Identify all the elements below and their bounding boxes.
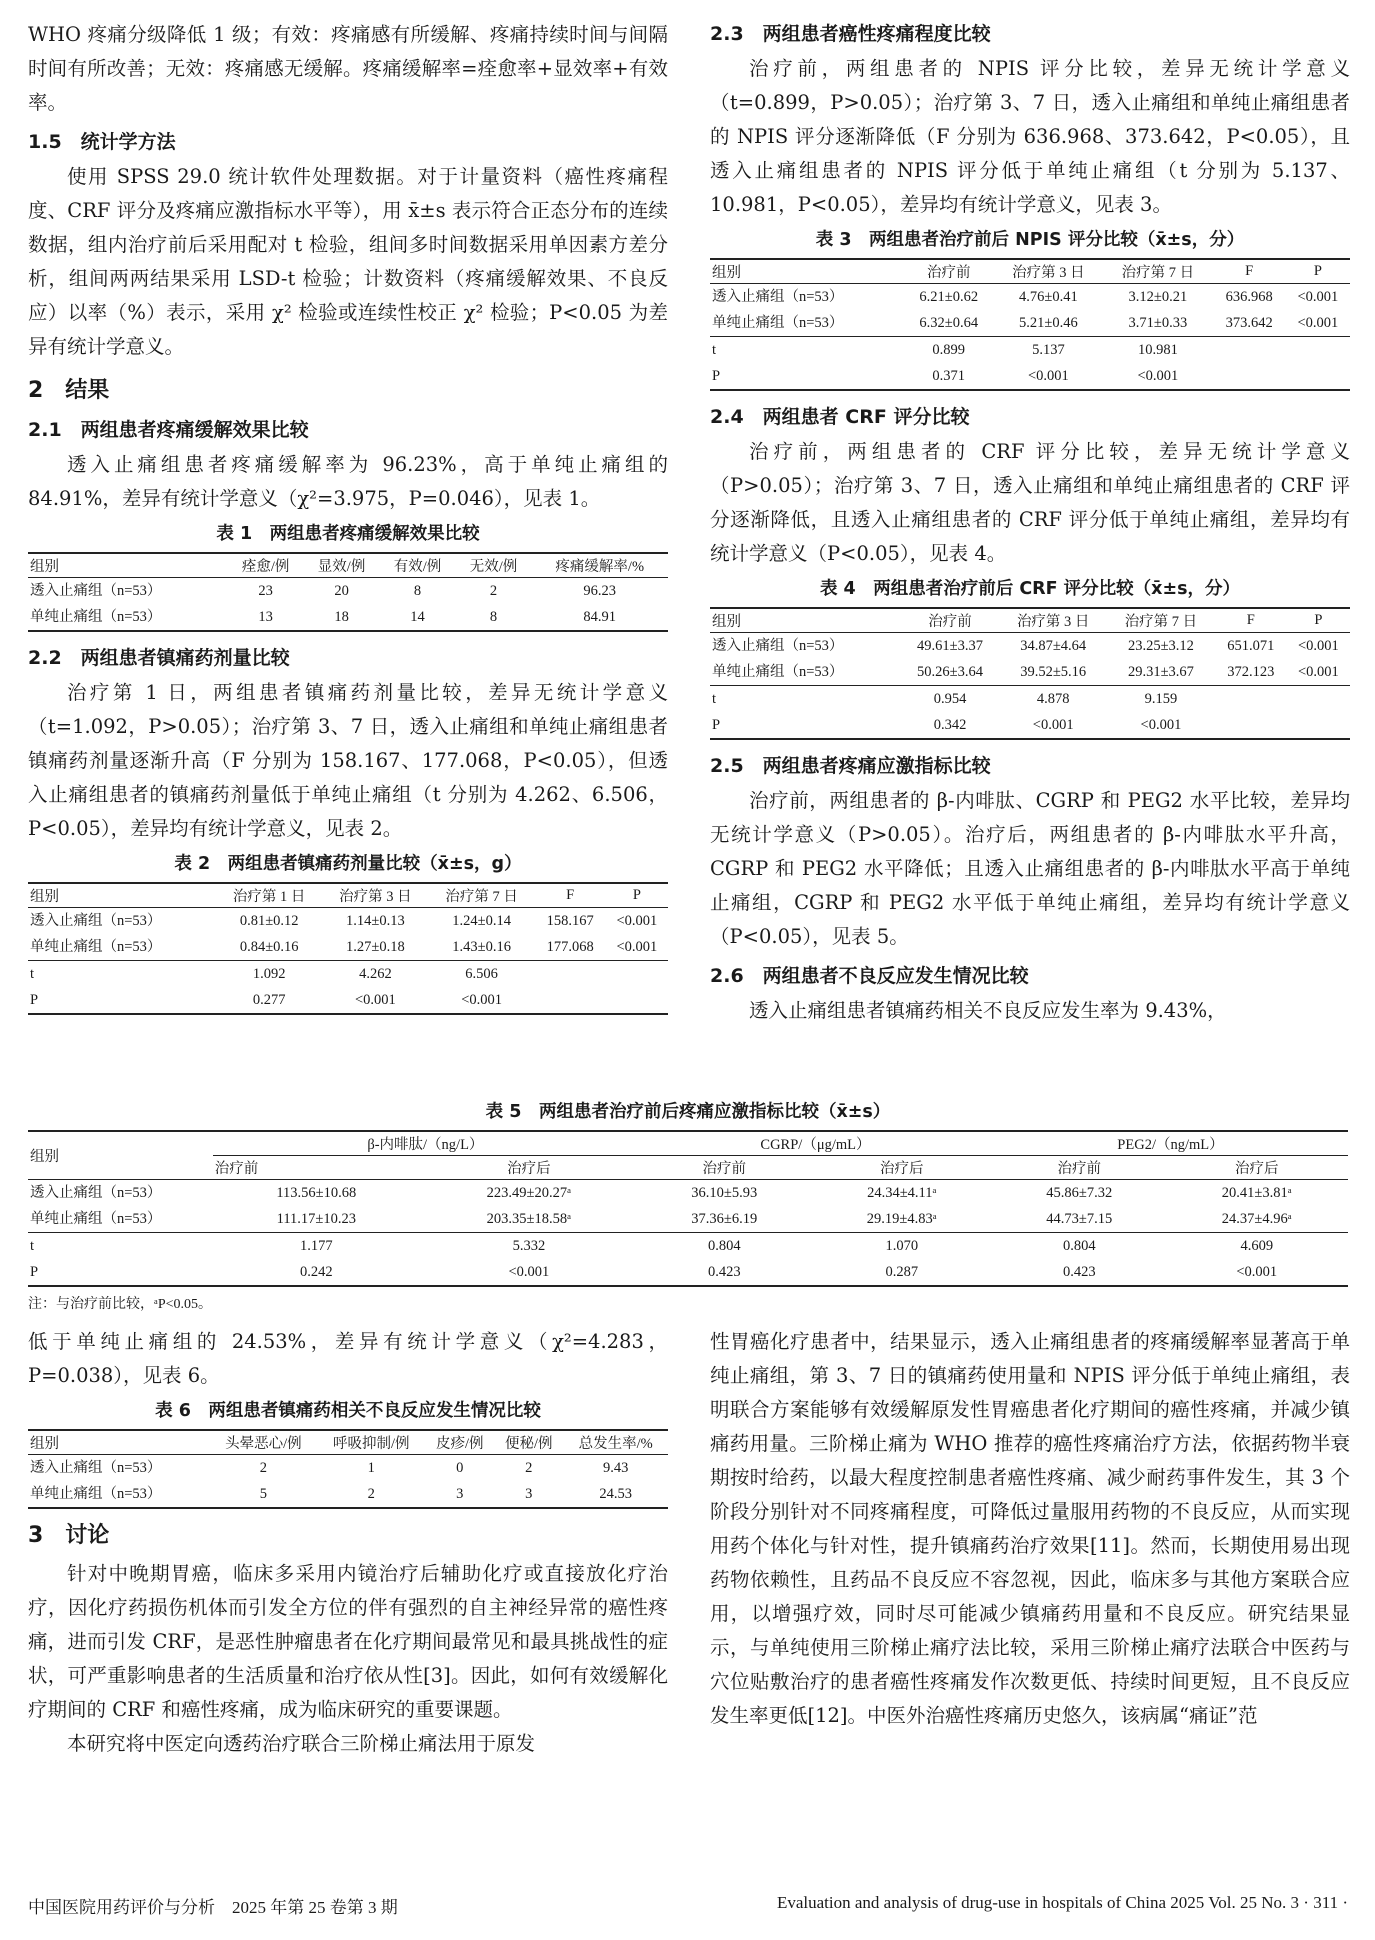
heading-3: 3 讨论 [28,1523,110,1548]
heading-2-2: 2.2 两组患者镇痛药剂量比较 [28,647,290,669]
cell: 44.73±7.15 [1046,1211,1113,1227]
cell [1215,712,1287,739]
table-row [710,686,1350,713]
table-row [28,934,668,961]
cell: 14 [380,604,456,631]
cell: 4.609 [1166,1233,1348,1260]
cell: 20 [334,583,349,599]
paragraph-2-4: 治疗前，两组患者的 CRF 评分比较，差异无统计学意义（P>0.05）；治疗第 3、7 日，透入止痛组和单纯止痛组患者的 CRF 评分逐渐降低，且透入止痛组患者的 CRF 评分低于单纯止痛组，差异均有统计学意义（P<0.05），见表 4。 [710,440,1350,565]
t1-header: 疼痛缓解率/% [531,553,668,578]
cell: 24.37±4.96ᵃ [1221,1211,1292,1227]
bottom-left-column [28,1325,668,1761]
cell: t [28,961,216,988]
t4-header: P [1287,608,1350,633]
cell: 5.332 [420,1233,638,1260]
cell [1287,686,1350,713]
table-5-grid [28,1130,1348,1287]
cell: 3 [425,1481,494,1508]
cell: 6.506 [429,961,535,988]
t1-header: 显效/例 [304,553,380,578]
cell: 13 [228,604,304,631]
table-row [710,633,1350,660]
cell: <0.001 [1107,712,1215,739]
table-row [710,310,1350,337]
table-row [710,659,1350,686]
t2-header: F [535,883,606,908]
t5-sub-header: 治疗后 [420,1156,638,1180]
cell: 单纯止痛组（n=53） [712,664,844,680]
cell: 0.423 [638,1259,811,1286]
cell: 8 [456,604,532,631]
t3-header: P [1286,259,1350,284]
paragraph-2-5: 治疗前，两组患者的 β-内啡肽、CGRP 和 PEG2 水平比较，差异均无统计学意义（P>0.05）。治疗后，两组患者的 β-内啡肽水平升高，CGRP 和 PEG2 水平降低；且透入止痛组患者的 β-内啡肽水平高于单纯止痛组，CGRP 和 PEG2 水平低于单纯止痛组，差异均有统计学意义（P<0.05），见表 5。 [710,789,1350,948]
cell: 24.34±4.11ᵃ [867,1185,937,1201]
table-3-caption: 表 3 两组患者治疗前后 NPIS 评分比较（x̄±s，分） [815,230,1245,250]
table-row [28,961,668,988]
paragraph-intro: WHO 疼痛分级降低 1 级；有效：疼痛感有所缓解、疼痛持续时间与间隔时间有所改善；无效：疼痛感无缓解。疼痛缓解率=痊愈率+显效率+有效率。 [28,23,668,114]
table-row [710,337,1350,364]
cell: 10.981 [1103,337,1213,364]
cell: 1.27±0.18 [346,939,405,955]
table-4-grid [710,607,1350,740]
cell [1286,337,1350,364]
paragraph-1-5: 使用 SPSS 29.0 统计软件处理数据。对于计量资料（癌性疼痛程度、CRF 评分及疼痛应激指标水平等），用 x̄±s 表示符合正态分布的连续数据，组内治疗前后采用配对 t 检验，组间多时间数据采用单因素方差分析，组间两两结果采用 LSD-t 检验；计数资料（疼痛缓解效果、不良反应）以率（%）表示，采用 χ² 检验或连续性校正 χ² 检验；P<0.05 为差异有统计学意义。 [28,165,668,358]
cell: 单纯止痛组（n=53） [28,1481,209,1508]
t5-indicator-header: PEG2/（ng/mL） [993,1131,1348,1156]
cell: 29.31±3.67 [1127,664,1194,680]
cell: 18 [304,604,380,631]
cell: 0.804 [638,1233,811,1260]
cell: 23.25±3.12 [1127,638,1194,654]
paragraph-2-1: 透入止痛组患者疼痛缓解率为 96.23%，高于单纯止痛组的 84.91%，差异有统计学意义（χ²=3.975，P=0.046），见表 1。 [28,453,668,510]
table-6-caption: 表 6 两组患者镇痛药相关不良反应发生情况比较 [155,1401,541,1421]
cell: 0.899 [904,337,994,364]
cell: <0.001 [994,363,1104,390]
table-row [28,1481,668,1508]
table-row [710,712,1350,739]
t2-header: 治疗第 3 日 [322,883,428,908]
cell: 0 [456,1460,464,1476]
cell: 96.23 [583,583,617,599]
t1-header: 有效/例 [380,553,456,578]
cell: 37.36±6.19 [691,1211,758,1227]
cell: 9.43 [602,1460,629,1476]
cell: <0.001 [429,987,535,1014]
cell: 5 [209,1481,317,1508]
cell: 6.32±0.64 [919,315,979,331]
t6-header: 呼吸抑制/例 [317,1430,425,1455]
cell: 2 [489,583,498,599]
heading-2-3: 2.3 两组患者癌性疼痛程度比较 [710,23,991,45]
cell: 0.287 [811,1259,993,1286]
heading-2-6: 2.6 两组患者不良反应发生情况比较 [710,965,1029,987]
t2-header: 组别 [28,883,216,908]
cell: 单纯止痛组（n=53） [30,1211,162,1227]
cell: 84.91 [531,604,668,631]
cell: 2 [259,1460,268,1476]
t6-header: 组别 [28,1430,209,1455]
cell: 223.49±20.27ᵃ [486,1185,572,1201]
right-column [710,18,1350,1028]
footer-journal-cn: 中国医院用药评价与分析 2025 年第 25 卷第 3 期 [28,1898,398,1917]
cell: 0.954 [901,686,1000,713]
cell: <0.001 [322,987,428,1014]
cell: 3 [494,1481,563,1508]
cell: 158.167 [546,913,594,929]
table-row [710,284,1350,311]
cell: 0.277 [216,987,322,1014]
cell: 1.14±0.13 [346,913,405,929]
cell: 36.10±5.93 [691,1185,758,1201]
cell: 636.968 [1225,289,1273,305]
cell: 29.19±4.83ᵃ [866,1211,937,1227]
table-row [28,1233,1348,1260]
t3-header: 组别 [710,259,904,284]
cell: 1.43±0.16 [452,939,511,955]
t4-header: 治疗第 3 日 [999,608,1107,633]
table-1-grid [28,552,668,632]
table-row [28,578,668,605]
table-row [710,363,1350,390]
paragraph-continued: 低于单纯止痛组的 24.53%，差异有统计学意义（χ²=4.283，P=0.038），见表 6。 [28,1330,668,1387]
cell: 透入止痛组（n=53） [30,583,162,599]
cell: 49.61±3.37 [917,638,984,654]
cell: 39.52±5.16 [1020,664,1087,680]
cell: 23 [258,583,273,599]
t2-header: P [606,883,668,908]
cell [1215,686,1287,713]
heading-1-5: 1.5 统计学方法 [28,131,176,153]
table-3 [710,226,1350,391]
t2-header: 治疗第 1 日 [216,883,322,908]
cell: 0.423 [993,1259,1166,1286]
cell: P [710,712,901,739]
t5-sub-header: 治疗后 [1166,1156,1348,1180]
paragraph-2-3: 治疗前，两组患者的 NPIS 评分比较，差异无统计学意义（t=0.899，P>0.05）；治疗第 3、7 日，透入止痛组和单纯止痛组患者的 NPIS 评分逐渐降低（F 分别为 636.968、373.642，P<0.05），且透入止痛组患者的 NPIS 评分低于单纯止痛组（t 分别为 5.137、10.981，P<0.05），差异均有统计学意义，见表 3。 [710,57,1350,216]
cell: <0.001 [616,939,658,955]
cell: 113.56±10.68 [276,1185,357,1201]
t5-sub-header: 治疗前 [993,1156,1166,1180]
cell: 透入止痛组（n=53） [30,1185,162,1201]
table-5-note: 注：与治疗前比较，ᵃP<0.05。 [28,1297,213,1312]
cell: 0.84±0.16 [239,939,299,955]
t4-header: 治疗第 7 日 [1107,608,1215,633]
paragraph-2-2: 治疗第 1 日，两组患者镇痛药剂量比较，差异无统计学意义（t=1.092，P>0.05）；治疗第 3、7 日，透入止痛组和单纯止痛组患者镇痛药剂量逐渐升高（F 分别为 158.167、177.068，P<0.05），但透入止痛组患者的镇痛药剂量低于单纯止痛组（t 分别为 4.262、6.506，P<0.05），差异均有统计学意义，见表 2。 [28,681,668,840]
cell: 373.642 [1225,315,1273,331]
cell: 2 [317,1481,425,1508]
cell [535,961,606,988]
cell: <0.001 [1298,638,1339,654]
table-3-grid [710,258,1350,391]
heading-2-5: 2.5 两组患者疼痛应激指标比较 [710,755,991,777]
cell: 0.804 [993,1233,1166,1260]
cell: 203.35±18.58ᵃ [486,1211,572,1227]
cell: t [710,686,901,713]
t1-header: 痊愈/例 [228,553,304,578]
cell: 4.262 [322,961,428,988]
t3-header: 治疗第 7 日 [1103,259,1213,284]
t4-header: F [1215,608,1287,633]
cell [1287,712,1350,739]
heading-2: 2 结果 [28,378,110,403]
cell: 透入止痛组（n=53） [30,1460,162,1476]
cell: 1.177 [213,1233,420,1260]
cell: 5.21±0.46 [1019,315,1078,331]
cell: <0.001 [1103,363,1213,390]
cell: <0.001 [420,1259,638,1286]
cell [1286,363,1350,390]
cell: <0.001 [1166,1259,1348,1286]
cell: P [28,1259,213,1286]
cell: 4.878 [999,686,1107,713]
cell: 651.071 [1227,638,1275,654]
cell: 4.76±0.41 [1019,289,1078,305]
cell: 1.092 [216,961,322,988]
cell: 透入止痛组（n=53） [712,289,844,305]
cell: 1.070 [811,1233,993,1260]
cell: 8 [413,583,422,599]
cell: <0.001 [1297,315,1339,331]
table-row [28,908,668,935]
t1-header: 组别 [28,553,228,578]
cell: 单纯止痛组（n=53） [28,604,228,631]
t5-sub-header: 治疗前 [213,1156,420,1180]
cell: 9.159 [1107,686,1215,713]
cell: 0.242 [213,1259,420,1286]
t2-header: 治疗第 7 日 [429,883,535,908]
cell: 2 [525,1460,533,1476]
cell: t [710,337,904,364]
t6-header: 皮疹/例 [425,1430,494,1455]
table-1-caption: 表 1 两组患者疼痛缓解效果比较 [216,524,480,544]
t6-header: 总发生率/% [563,1430,668,1455]
heading-2-1: 2.1 两组患者疼痛缓解效果比较 [28,419,309,441]
cell: 50.26±3.64 [917,664,984,680]
cell: 透入止痛组（n=53） [30,913,162,929]
t1-header: 无效/例 [456,553,532,578]
table-2-caption: 表 2 两组患者镇痛药剂量比较（x̄±s，g） [174,854,522,874]
t5-indicator-header: CGRP/（μg/mL） [638,1131,993,1156]
table-row [28,604,668,631]
cell: 透入止痛组（n=53） [712,638,844,654]
cell: 111.17±10.23 [276,1211,356,1227]
cell [606,961,668,988]
table-4-caption: 表 4 两组患者治疗前后 CRF 评分比较（x̄±s，分） [819,579,1241,599]
table-5-caption: 表 5 两组患者治疗前后疼痛应激指标比较（x̄±s） [485,1102,891,1122]
cell: 20.41±3.81ᵃ [1221,1185,1292,1201]
t5-group-header: 组别 [28,1131,213,1180]
t6-header: 头晕恶心/例 [209,1430,317,1455]
cell: 1 [367,1460,375,1476]
table-4 [710,575,1350,740]
cell: 单纯止痛组（n=53） [30,939,162,955]
t6-header: 便秘/例 [494,1430,563,1455]
cell: 单纯止痛组（n=53） [712,315,844,331]
cell: 45.86±7.32 [1046,1185,1113,1201]
cell: t [28,1233,213,1260]
cell: P [28,987,216,1014]
cell [1213,363,1286,390]
paragraph-discussion-1: 针对中晚期胃癌，临床多采用内镜治疗后辅助化疗或直接放化疗治疗，因化疗药损伤机体而引发全方位的伴有强烈的自主神经异常的癌性疼痛，进而引发 CRF，是恶性肿瘤患者在化疗期间最常见和最具挑战性的症状，可严重影响患者的生活质量和治疗依从性[3]。因此，如何有效缓解化疗期间的 CRF 和癌性疼痛，成为临床研究的重要课题。 [28,1562,668,1721]
table-1 [28,520,668,632]
table-6 [28,1397,668,1509]
cell: 6.21±0.62 [919,289,979,305]
table-6-grid [28,1429,668,1509]
cell: <0.001 [1298,664,1339,680]
cell: 34.87±4.64 [1020,638,1087,654]
table-row [28,1455,668,1482]
table-5 [28,1096,1348,1313]
bottom-right-column [710,1325,1350,1733]
cell: <0.001 [1297,289,1339,305]
cell: P [710,363,904,390]
cell: <0.001 [616,913,658,929]
table-row [28,987,668,1014]
table-row [28,1206,1348,1233]
cell: 0.81±0.12 [239,913,299,929]
t3-header: 治疗前 [904,259,994,284]
cell: 24.53 [563,1481,668,1508]
cell [535,987,606,1014]
t4-header: 治疗前 [901,608,1000,633]
paragraph-2-6: 透入止痛组患者镇痛药相关不良反应发生率为 9.43%， [749,999,1227,1022]
table-2-grid [28,882,668,1015]
cell [1213,337,1286,364]
cell: 5.137 [994,337,1104,364]
t5-sub-header: 治疗前 [638,1156,811,1180]
table-2 [28,850,668,1015]
t5-sub-header: 治疗后 [811,1156,993,1180]
left-column [28,18,668,1025]
table-row [28,1180,1348,1207]
t5-indicator-header: β-内啡肽/（ng/L） [213,1131,638,1156]
footer-journal-en: Evaluation and analysis of drug-use in hospitals of China 2025 Vol. 25 No. 3 · 311 · [776,1893,1348,1912]
cell: 177.068 [546,939,594,955]
t3-header: F [1213,259,1286,284]
cell: 3.12±0.21 [1128,289,1188,305]
cell: 372.123 [1227,664,1275,680]
paragraph-discussion-3: 性胃癌化疗患者中，结果显示，透入止痛组患者的疼痛缓解率显著高于单纯止痛组，第 3、7 日的镇痛药使用量和 NPIS 评分低于单纯止痛组，表明联合方案能够有效缓解原发性胃癌患者化疗期间的癌性疼痛，并减少镇痛药用量。三阶梯止痛为 WHO 推荐的癌性疼痛治疗方法，依据药物半衰期按时给药，以最大程度控制患者癌性疼痛、减少耐药事件发生，其 3 个阶段分别针对不同疼痛程度，可降低过量服用药物的不良反应，从而实现用药个体化与针对性，提升镇痛药治疗效果[11]。然而，长期使用易出现药物依赖性，且药品不良反应不容忽视，因此，临床多与其他方案联合应用，以增强疗效，同时尽可能减少镇痛药用量和不良反应。研究结果显示，与单纯使用三阶梯止痛疗法比较，采用三阶梯止痛疗法联合中医药与穴位贴敷治疗的患者癌性疼痛发作次数更低、持续时间更短，且不良反应发生率更低[12]。中医外治癌性疼痛历史悠久，该病属“痛证”范 [710,1330,1350,1727]
table-row [28,1259,1348,1286]
t3-header: 治疗第 3 日 [994,259,1104,284]
cell: 1.24±0.14 [452,913,511,929]
cell: 3.71±0.33 [1128,315,1188,331]
heading-2-4: 2.4 两组患者 CRF 评分比较 [710,406,970,428]
cell [606,987,668,1014]
paragraph-discussion-2: 本研究将中医定向透药治疗联合三阶梯止痛法用于原发 [67,1732,536,1755]
t4-header: 组别 [710,608,901,633]
cell: 0.371 [904,363,994,390]
cell: 0.342 [901,712,1000,739]
cell: <0.001 [999,712,1107,739]
